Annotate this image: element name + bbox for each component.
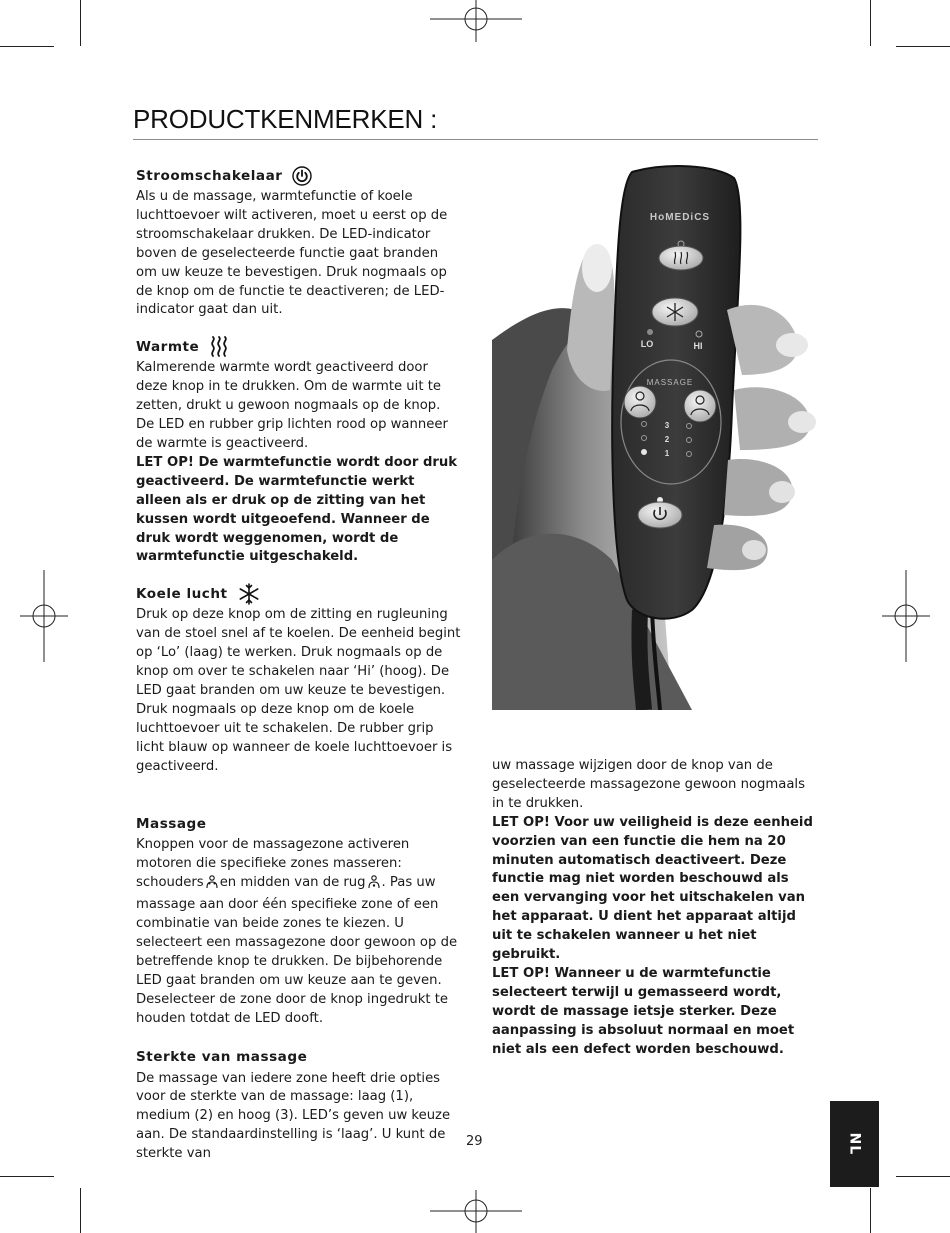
remote-massage-label: MASSAGE — [646, 378, 694, 387]
section-heading: Massage — [136, 816, 207, 833]
section-heading: Warmte — [136, 338, 200, 355]
crop-mark — [80, 1188, 81, 1233]
section-body: De massage van iedere zone heeft drie opties voor de sterkte van de massage: laag (1), medium (2) en hoog (3). LED’s geven uw keuze aan. De standaardinstelling is ‘laag’. U kunt de sterkte van — [136, 1070, 451, 1162]
remote-back-button — [684, 390, 716, 422]
section-heading: Sterkte van massage — [136, 1049, 308, 1066]
continuation-text: uw massage wijzigen door de knop van de geselecteerde massagezone gewoon nogmaals in te drukken. — [492, 758, 805, 811]
section-power — [136, 166, 461, 320]
snowflake-icon — [238, 583, 260, 605]
crop-mark — [870, 0, 871, 46]
section-cool — [136, 584, 461, 776]
language-tab-label: NL — [846, 1132, 863, 1156]
section-body: Knoppen voor de massagezone activeren motoren die specifieke zones masseren: schouders en midden van de rug . Pas uw massage aan door één specifieke zone of een combinatie van beide zones te kiezen. U selecteert een massagezone door gewoon op de betreffende knop te drukken. De bijbehorende LED gaat branden om uw keuze aan te geven. Deselecteer de zone door de knop ingedrukt te houden totdat de LED dooft. — [136, 837, 458, 1026]
language-tab — [830, 1101, 879, 1187]
remote-brand: HoMEDiCS — [649, 212, 711, 223]
registration-mark — [430, 0, 522, 42]
heat-massage-warning: LET OP! Wanneer u de warmtefunctie selecteert terwijl u gemasseerd wordt, wordt de massage ietsje sterker. Deze aanpassing is absoluut normaal en moet niet als een defect worden beschouwd. — [492, 965, 795, 1057]
crop-mark — [896, 46, 950, 47]
remote-level-label: 1 — [664, 449, 670, 458]
crop-mark — [0, 46, 54, 47]
back-massage-icon — [368, 875, 380, 896]
crop-mark — [0, 1176, 54, 1177]
heat-waves-icon — [209, 336, 229, 358]
crop-mark — [896, 1176, 950, 1177]
section-heat — [136, 337, 461, 567]
section-body: Als u de massage, warmtefunctie of koele luchttoevoer wilt activeren, moet u eerst op de stroomschakelaar drukken. De LED-indicator boven de geselecteerde functie gaat branden om uw keuze te bevestigen. Druk nogmaals op de knop om de functie te deactiveren; de LED-indicator gaat dan uit. — [136, 189, 448, 318]
remote-level-label: 2 — [664, 435, 670, 444]
section-body: Kalmerende warmte wordt geactiveerd door deze knop in te drukken. Om de warmte uit te zetten, drukt u gewoon nogmaals op de knop. De LED en rubber grip lichten rood op wanneer de warmte is geactiveerd. — [136, 360, 448, 451]
remote-lo-label: LO — [640, 339, 654, 349]
section-massage — [136, 814, 461, 1028]
section-warning: LET OP! De warmtefunctie wordt door druk geactiveerd. De warmtefunctie werkt alleen als er druk op de zitting van het kussen wordt uitgeoefend. Wanneer de druk wordt weggenomen, wordt de warmtefunctie uitgeschakeld. — [136, 454, 458, 565]
section-heading: Stroomschakelaar — [136, 167, 283, 184]
crop-mark — [870, 1188, 871, 1233]
registration-mark — [20, 570, 68, 662]
registration-mark — [882, 570, 930, 662]
product-photo — [492, 140, 817, 710]
section-heading: Koele lucht — [136, 585, 228, 602]
remote-level-label: 3 — [664, 421, 670, 430]
page-title: PRODUCTKENMERKEN : — [133, 104, 438, 134]
crop-mark — [80, 0, 81, 46]
remote-hi-label: HI — [693, 341, 703, 351]
page-number: 29 — [466, 1134, 483, 1149]
shoulder-massage-icon — [206, 875, 218, 896]
power-icon — [292, 166, 312, 186]
left-column — [136, 166, 461, 1164]
safety-warning: LET OP! Voor uw veiligheid is deze eenheid voorzien van een functie die hem na 20 minuten automatisch deactiveert. Deze functie mag niet worden beschouwd als een vervanging voor het uitschakelen van het apparaat. U dient het apparaat altijd uit te schakelen wanneer u het niet gebruikt. — [492, 814, 813, 963]
section-intensity — [136, 1048, 461, 1165]
section-body: Druk op deze knop om de zitting en rugleuning van de stoel snel af te koelen. De eenheid begint op ‘Lo’ (laag) te werken. Druk nogmaals op de knop om over te schakelen naar ‘Hi’ (hoog). De LED gaat branden om uw keuze te bevestigen. Druk nogmaals op deze knop om de koele luchttoevoer uit te schakelen. De rubber grip licht blauw op wanneer de koele luchttoevoer is geactiveerd. — [136, 607, 461, 774]
right-column — [492, 757, 820, 1060]
remote-shoulder-button — [624, 386, 656, 418]
registration-mark — [430, 1190, 522, 1233]
